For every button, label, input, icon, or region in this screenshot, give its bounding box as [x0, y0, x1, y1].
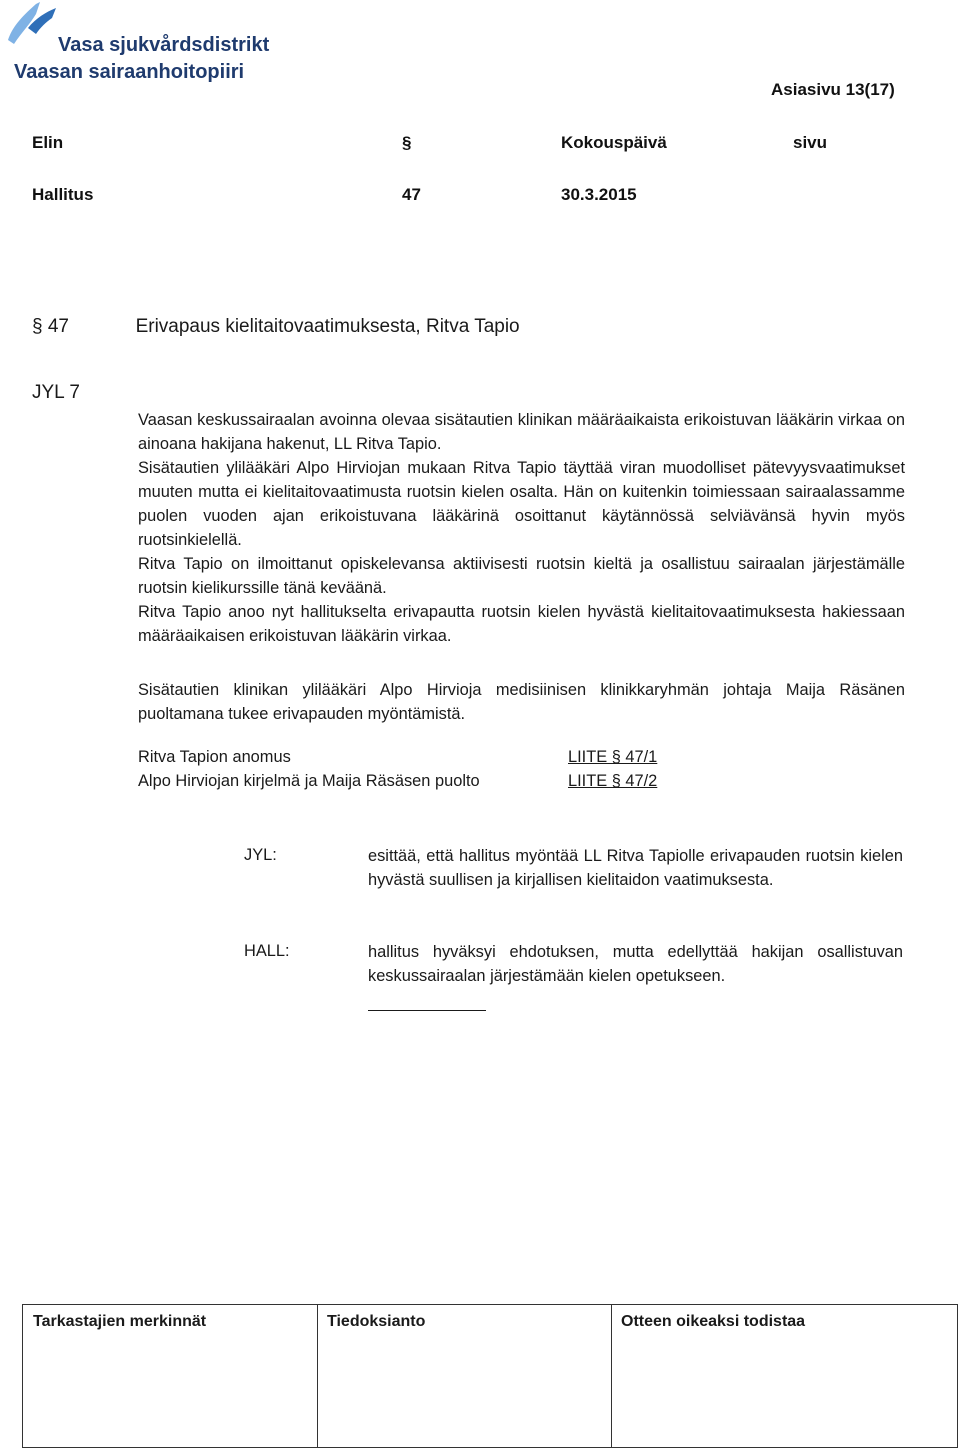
section-heading: [32, 316, 520, 338]
body-text-2: [138, 678, 905, 726]
attachment-label: Alpo Hirviojan kirjelmä ja Maija Räsäsen puolto: [138, 772, 480, 790]
proposal-text: esittää, että hallitus myöntää LL Ritva Tapiolle erivapauden ruotsin kielen hyvästä suullisen ja kirjallisen kielitaidon vaatimuksesta.: [368, 847, 903, 889]
section-title: Erivapaus kielitaitovaatimuksesta, Ritva Tapio: [135, 316, 520, 337]
section-number: 47: [47, 316, 69, 337]
header-value-section: 47: [402, 185, 421, 204]
paragraph-4: Ritva Tapio anoo nyt hallitukselta erivapautta ruotsin kielen hyvästä kielitaitovaatimuksesta hakiessaan määräaikaisen erikoistuvan lääkärin virkaa.: [138, 603, 905, 645]
footer-column-reviewers: [23, 1305, 318, 1447]
attachment-row: [138, 748, 657, 767]
header-value-elin: Hallitus: [32, 185, 94, 204]
footer-label-certification: Otteen oikeaksi todistaa: [621, 1313, 806, 1330]
header-label-meeting-date: Kokouspäivä: [561, 133, 667, 152]
attachment-row: [138, 772, 657, 791]
attachment-link[interactable]: LIITE § 47/1: [568, 748, 658, 766]
header-value-meeting-date: 30.3.2015: [561, 185, 637, 204]
decision-text: hallitus hyväksyi ehdotuksen, mutta edellyttää hakijan osallistuvan keskussairaalan järjestämään kielen opetukseen.: [368, 943, 903, 985]
attachment-link[interactable]: LIITE § 47/2: [568, 772, 658, 790]
body-text: [138, 408, 905, 648]
header-label-page: sivu: [793, 133, 828, 152]
footer-label-reviewers: Tarkastajien merkinnät: [33, 1313, 207, 1330]
paragraph-2: Sisätautien ylilääkäri Alpo Hirviojan mukaan Ritva Tapio täyttää viran muodolliset pätevyysvaatimukset muuten mutta ei kielitaitovaatimusta ruotsin kielen osalta. Hän on kuitenkin toimiessaan sairaalassamme puolen vuoden ajan erikoistuvana lääkärinä osoittanut käytännössä selviävänsä hyvin myös ruotsinkielellä.: [138, 459, 905, 549]
footer-column-notification: [317, 1305, 612, 1447]
org-name-swedish: Vasa sjukvårdsdistrikt: [58, 34, 270, 56]
page-counter: Asiasivu 13(17): [771, 80, 895, 99]
paragraph-5: Sisätautien klinikan ylilääkäri Alpo Hirvioja medisiinisen klinikkaryhmän johtaja Maija Räsänen puoltamana tukee erivapauden myöntämistä.: [138, 681, 905, 723]
decision-label: HALL:: [244, 942, 290, 960]
footer-signature-table: [22, 1304, 958, 1448]
footer-label-notification: Tiedoksianto: [327, 1313, 426, 1330]
paragraph-3: Ritva Tapio on ilmoittanut opiskelevansa aktiivisesti ruotsin kieltä ja osallistuu sairaalan järjestämälle ruotsin kielikurssille tänä keväänä.: [138, 555, 905, 597]
attachment-label: Ritva Tapion anomus: [138, 748, 291, 766]
header-label-elin: Elin: [32, 133, 64, 152]
organization-logo-icon: [6, 0, 66, 46]
org-name-finnish: Vaasan sairaanhoitopiiri: [14, 61, 245, 83]
preparer-code: JYL 7: [32, 382, 80, 403]
paragraph-1: Vaasan keskussairaalan avoinna olevaa sisätautien klinikan määräaikaista erikoistuvan lääkärin virkaa on ainoana hakijana hakenut, LL Ritva Tapio.: [138, 411, 905, 453]
section-mark: §: [32, 316, 43, 337]
closing-divider: [368, 1010, 486, 1011]
proposal-label: JYL:: [244, 846, 277, 864]
header-label-section: §: [402, 133, 412, 152]
